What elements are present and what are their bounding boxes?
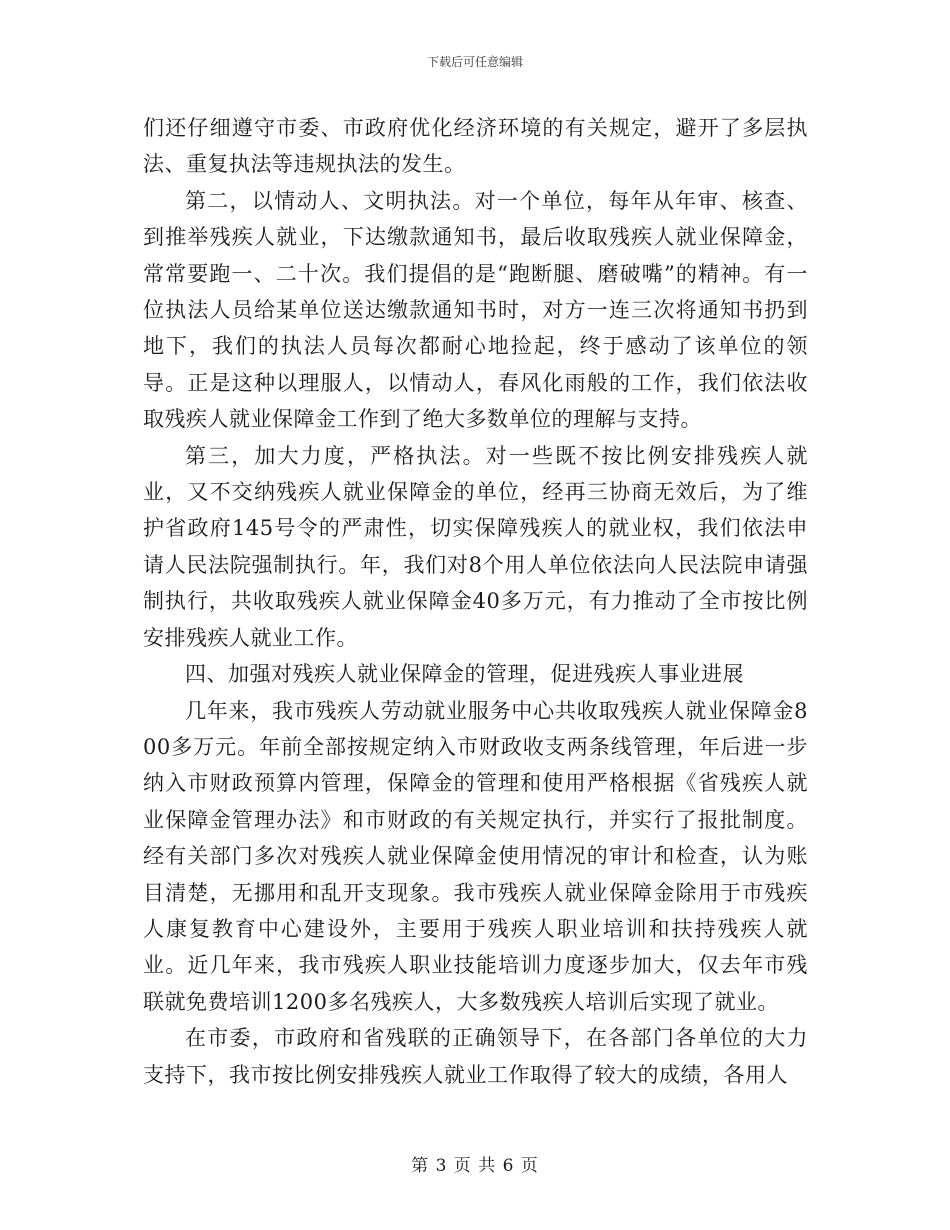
page-number-footer: 第 3 页 共 6 页: [411, 1156, 539, 1176]
paragraph-continuation: 们还仔细遵守市委、市政府优化经济环境的有关规定，避开了多层执法、重复执法等违规执法的发生。: [143, 116, 808, 177]
document-body: [143, 110, 808, 1093]
paragraph-civilized-enforcement: 第二，以情动人、文明执法。对一个单位，每年从年审、核查、到推举残疾人就业，下达缴款通知书，最后收取残疾人就业保障金，常常要跑一、二十次。我们提倡的是“跑断腿、磨破嘴”的精神。有一位执法人员给某单位送达缴款通知书时，对方一连三次将通知书扔到地下，我们的执法人员每次都耐心地捡起，终于感动了该单位的领导。正是这种以理服人，以情动人，春风化雨般的工作，我们依法收取残疾人就业保障金工作到了绝大多数单位的理解与支持。: [143, 188, 808, 432]
paragraph-fund-usage: 几年来，我市残疾人劳动就业服务中心共收取残疾人就业保障金800多万元。年前全部按规定纳入市财政收支两条线管理，年后进一步纳入市财政预算内管理，保障金的管理和使用严格根据《省残疾人就业保障金管理办法》和市财政的有关规定执行，并实行了报批制度。经有关部门多次对残疾人就业保障金使用情况的审计和检查，认为账目清楚，无挪用和乱开支现象。我市残疾人就业保障金除用于市残疾人康复教育中心建设外，主要用于残疾人职业培训和扶持残疾人就业。近几年来，我市残疾人职业技能培训力度逐步加大，仅去年市残联就免费培训1200多名残疾人，大多数残疾人培训后实现了就业。: [143, 698, 808, 1014]
paragraph-strict-enforcement: 第三，加大力度，严格执法。对一些既不按比例安排残疾人就业，又不交纳残疾人就业保障金的单位，经再三协商无效后，为了维护省政府145号令的严肃性，切实保障残疾人的就业权，我们依法申请人民法院强制执行。年，我们对8个用人单位依法向人民法院申请强制执行，共收取残疾人就业保障金40多万元，有力推动了全市按比例安排残疾人就业工作。: [143, 443, 808, 650]
page-header: 下载后可任意编辑: [426, 55, 523, 69]
paragraph-conclusion: 在市委，市政府和省残联的正确领导下，在各部门各单位的大力支持下，我市按比例安排残疾人就业工作取得了较大的成绩，各用人: [143, 1026, 808, 1087]
section-heading-fund-management: 四、加强对残疾人就业保障金的管理，促进残疾人事业进展: [185, 662, 744, 687]
